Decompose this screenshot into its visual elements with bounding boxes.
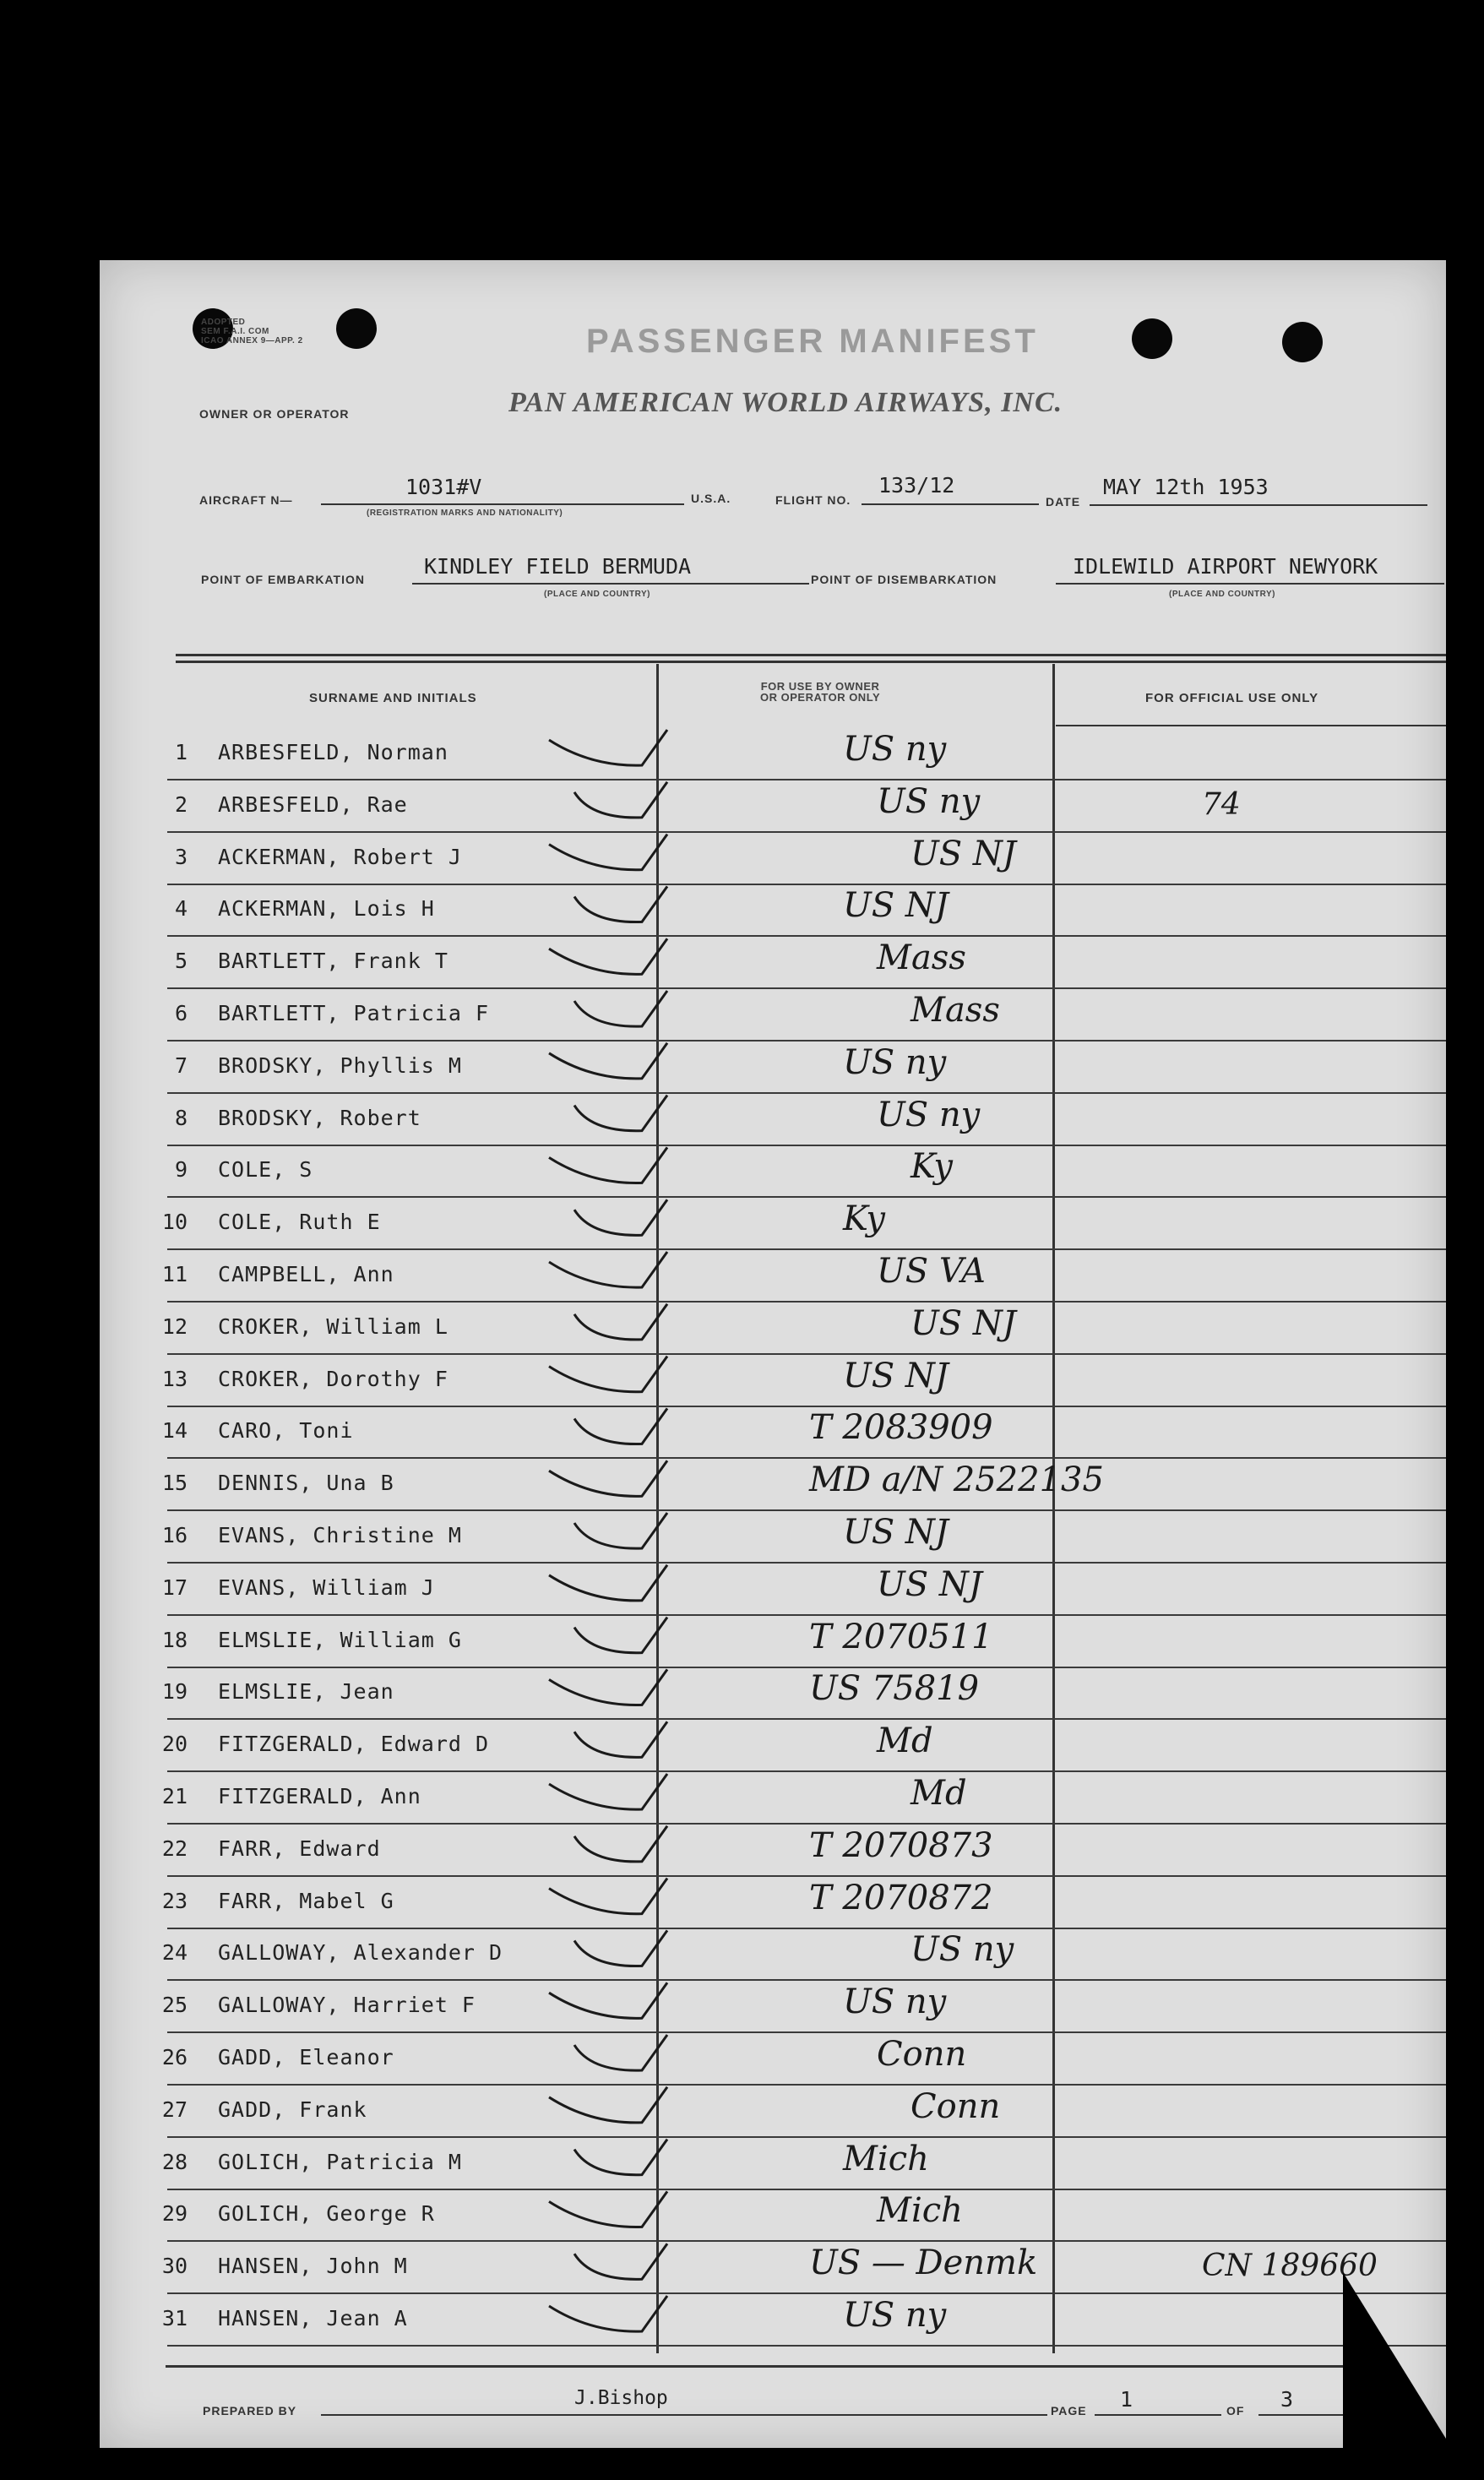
row-number: 28: [161, 2149, 188, 2174]
passenger-name: GOLICH, Patricia M: [218, 2149, 462, 2174]
passenger-name: HANSEN, Jean A: [218, 2306, 408, 2330]
folded-corner: [1343, 2272, 1453, 2450]
prepared-by-value: J.Bishop: [574, 2387, 668, 2409]
handwritten-note: US VA: [877, 1252, 986, 1291]
registration-caption: (REGISTRATION MARKS AND NATIONALITY): [367, 509, 563, 518]
passenger-name: FITZGERALD, Ann: [218, 1784, 421, 1808]
column-official-use: FOR OFFICIAL USE ONLY: [1145, 691, 1319, 705]
row-number: 18: [161, 1627, 188, 1652]
check-mark: [549, 835, 667, 870]
passenger-name: ARBESFELD, Rae: [218, 791, 408, 817]
page-title: PASSENGER MANIFEST: [586, 323, 1039, 360]
handwritten-note: T 2070873: [809, 1825, 993, 1865]
handwritten-note: T 2083909: [809, 1408, 993, 1448]
passenger-name: FARR, Mabel G: [218, 1888, 394, 1913]
row-number: 26: [161, 2045, 188, 2069]
date-label: DATE: [1046, 495, 1081, 509]
of-label: OF: [1226, 2404, 1245, 2417]
row-number: 11: [161, 1262, 188, 1286]
check-mark: [549, 1879, 667, 1914]
passenger-name: CAMPBELL, Ann: [218, 1262, 394, 1286]
handwritten-note: US ny: [843, 730, 947, 769]
handwritten-note: US NJ: [843, 1356, 949, 1395]
row-number: 15: [161, 1471, 188, 1496]
row-number: 30: [161, 2254, 188, 2279]
row-number: 31: [161, 2306, 188, 2330]
check-mark: [549, 1669, 667, 1705]
check-mark: [549, 1252, 667, 1287]
row-number: 23: [161, 1888, 188, 1913]
passenger-name: CARO, Toni: [218, 1418, 354, 1444]
usa-label: U.S.A.: [691, 492, 731, 505]
passenger-name: ELMSLIE, William G: [218, 1627, 462, 1652]
flight-value: 133/12: [878, 473, 955, 498]
check-mark: [549, 1043, 667, 1079]
passenger-name: GADD, Frank: [218, 2097, 367, 2122]
passenger-name: EVANS, Christine M: [218, 1523, 462, 1547]
passenger-name: ACKERMAN, Robert J: [218, 844, 462, 869]
row-number: 27: [161, 2097, 188, 2122]
check-mark: [574, 1721, 667, 1757]
flight-label: FLIGHT NO.: [775, 493, 851, 507]
row-number: 2: [174, 791, 188, 817]
handwritten-note: US NJ: [877, 1564, 982, 1604]
check-mark: [574, 886, 667, 922]
row-number: 24: [161, 1940, 188, 1966]
handwritten-note: T 2070872: [809, 1878, 993, 1917]
prepared-by-label: PREPARED BY: [203, 2404, 297, 2417]
check-mark: [549, 1774, 667, 1809]
date-value: MAY 12th 1953: [1103, 475, 1269, 499]
handwritten-note: T 2070511: [809, 1617, 993, 1656]
passenger-name: EVANS, William J: [218, 1574, 435, 1600]
row-number: 16: [161, 1523, 188, 1547]
check-mark: [574, 1826, 667, 1862]
row-number: 6: [174, 1001, 188, 1025]
passenger-name: FITZGERALD, Edward D: [218, 1732, 490, 1757]
handwritten-note: US ny: [911, 1930, 1014, 1970]
handwritten-note: Mich: [843, 2139, 929, 2178]
handwritten-note: US ny: [877, 781, 981, 821]
owner-label: OWNER OR OPERATOR: [199, 407, 350, 421]
check-mark: [574, 2035, 667, 2070]
row-number: 13: [161, 1366, 188, 1391]
row-number: 17: [161, 1574, 188, 1600]
check-mark: [574, 1618, 667, 1653]
passenger-name: COLE, Ruth E: [218, 1210, 381, 1235]
row-number: 29: [161, 2201, 188, 2227]
page-number: 1: [1120, 2387, 1133, 2412]
handwritten-note: MD a/N 2522135: [809, 1460, 1104, 1500]
check-mark: [549, 2087, 667, 2123]
column-owner-use: FOR USE BY OWNER OR OPERATOR ONLY: [760, 680, 881, 704]
row-number: 4: [174, 896, 188, 922]
row-number: 1: [174, 740, 188, 764]
passenger-name: ELMSLIE, Jean: [218, 1679, 394, 1705]
aircraft-label: AIRCRAFT N—: [199, 493, 293, 507]
passenger-name: BARTLETT, Patricia F: [218, 1001, 490, 1025]
passenger-name: CROKER, William L: [218, 1313, 448, 1339]
handwritten-note: Md: [877, 1721, 933, 1761]
check-mark: [574, 1304, 667, 1340]
handwritten-note: Mich: [877, 2191, 963, 2231]
handwritten-note: US ny: [843, 1042, 947, 1082]
passenger-name: HANSEN, John M: [218, 2254, 408, 2279]
check-mark: [574, 991, 667, 1026]
aircraft-value: 1031#V: [405, 475, 482, 499]
check-mark: [549, 2191, 667, 2227]
passenger-name: BARTLETT, Frank T: [218, 949, 448, 974]
handwritten-note: US NJ: [843, 886, 949, 926]
passenger-name: ARBESFELD, Norman: [218, 740, 448, 764]
check-mark: [549, 1147, 667, 1183]
check-mark: [574, 1930, 667, 1966]
column-surname: SURNAME AND INITIALS: [309, 691, 477, 705]
row-number: 7: [174, 1052, 188, 1078]
passenger-name: DENNIS, Una B: [218, 1471, 394, 1496]
page-total: 3: [1280, 2387, 1294, 2412]
passenger-name: GALLOWAY, Alexander D: [218, 1940, 503, 1966]
check-mark: [574, 2140, 667, 2175]
handwritten-note: US ny: [843, 1982, 947, 2022]
handwritten-note: US ny: [877, 1095, 981, 1134]
check-mark: [549, 1565, 667, 1601]
check-mark: [549, 1460, 667, 1496]
row-number: 10: [161, 1210, 188, 1235]
check-mark: [574, 2243, 667, 2279]
row-number: 3: [174, 844, 188, 869]
handwritten-note: US 75819: [809, 1669, 980, 1709]
handwritten-note: US ny: [843, 2296, 947, 2335]
row-number: 22: [161, 1836, 188, 1861]
disembarkation-label: POINT OF DISEMBARKATION: [811, 573, 997, 586]
form-reference: ADOPTED SEM F.A.I. COM ICAO ANNEX 9—APP. 2: [201, 318, 303, 345]
row-number: 20: [161, 1732, 188, 1757]
passenger-name: FARR, Edward: [218, 1836, 381, 1861]
passenger-name: CROKER, Dorothy F: [218, 1366, 448, 1391]
passenger-name: BRODSKY, Phyllis M: [218, 1052, 462, 1078]
row-number: 9: [174, 1157, 188, 1183]
handwritten-note: US NJ: [911, 1303, 1016, 1343]
handwritten-note: Md: [911, 1774, 967, 1813]
check-mark: [574, 1408, 667, 1444]
operator-name: PAN AMERICAN WORLD AIRWAYS, INC.: [508, 387, 1063, 418]
page-label: PAGE: [1051, 2404, 1087, 2417]
official-note: 74: [1202, 786, 1241, 822]
disembarkation-value: IDLEWILD AIRPORT NEWYORK: [1073, 554, 1378, 579]
embarkation-caption: (PLACE AND COUNTRY): [544, 590, 650, 599]
handwritten-note: Conn: [877, 2035, 967, 2074]
check-mark: [574, 1199, 667, 1235]
handwritten-note: US NJ: [843, 1513, 949, 1552]
row-number: 12: [161, 1313, 188, 1339]
row-number: 19: [161, 1679, 188, 1705]
official-note: CN 189660: [1202, 2249, 1378, 2284]
passenger-name: ACKERMAN, Lois H: [218, 896, 435, 922]
check-mark: [549, 1982, 667, 2018]
row-number: 5: [174, 949, 188, 974]
check-mark: [574, 1513, 667, 1548]
row-number: 8: [174, 1105, 188, 1130]
handwritten-note: Mass: [877, 938, 966, 978]
handwritten-note: US NJ: [911, 834, 1016, 873]
passenger-name: GOLICH, George R: [218, 2201, 435, 2227]
check-mark: [549, 938, 667, 974]
row-number: 21: [161, 1784, 188, 1808]
handwritten-note: US — Denmk: [809, 2243, 1038, 2283]
handwritten-note: Mass: [911, 991, 1000, 1030]
row-number: 14: [161, 1418, 188, 1444]
handwritten-note: Conn: [911, 2086, 1001, 2126]
check-mark: [549, 2296, 667, 2331]
passenger-name: GADD, Eleanor: [218, 2045, 394, 2069]
check-mark: [549, 1357, 667, 1392]
embarkation-label: POINT OF EMBARKATION: [201, 573, 365, 586]
row-number: 25: [161, 1993, 188, 2018]
check-mark: [574, 1096, 667, 1131]
disembarkation-caption: (PLACE AND COUNTRY): [1169, 590, 1275, 599]
check-mark: [549, 730, 667, 765]
passenger-name: GALLOWAY, Harriet F: [218, 1993, 476, 2018]
handwritten-note: Ky: [911, 1147, 953, 1187]
handwritten-note: Ky: [843, 1199, 885, 1239]
check-mark: [574, 782, 667, 818]
passenger-name: BRODSKY, Robert: [218, 1105, 421, 1130]
embarkation-value: KINDLEY FIELD BERMUDA: [424, 554, 692, 579]
passenger-name: COLE, S: [218, 1157, 313, 1183]
